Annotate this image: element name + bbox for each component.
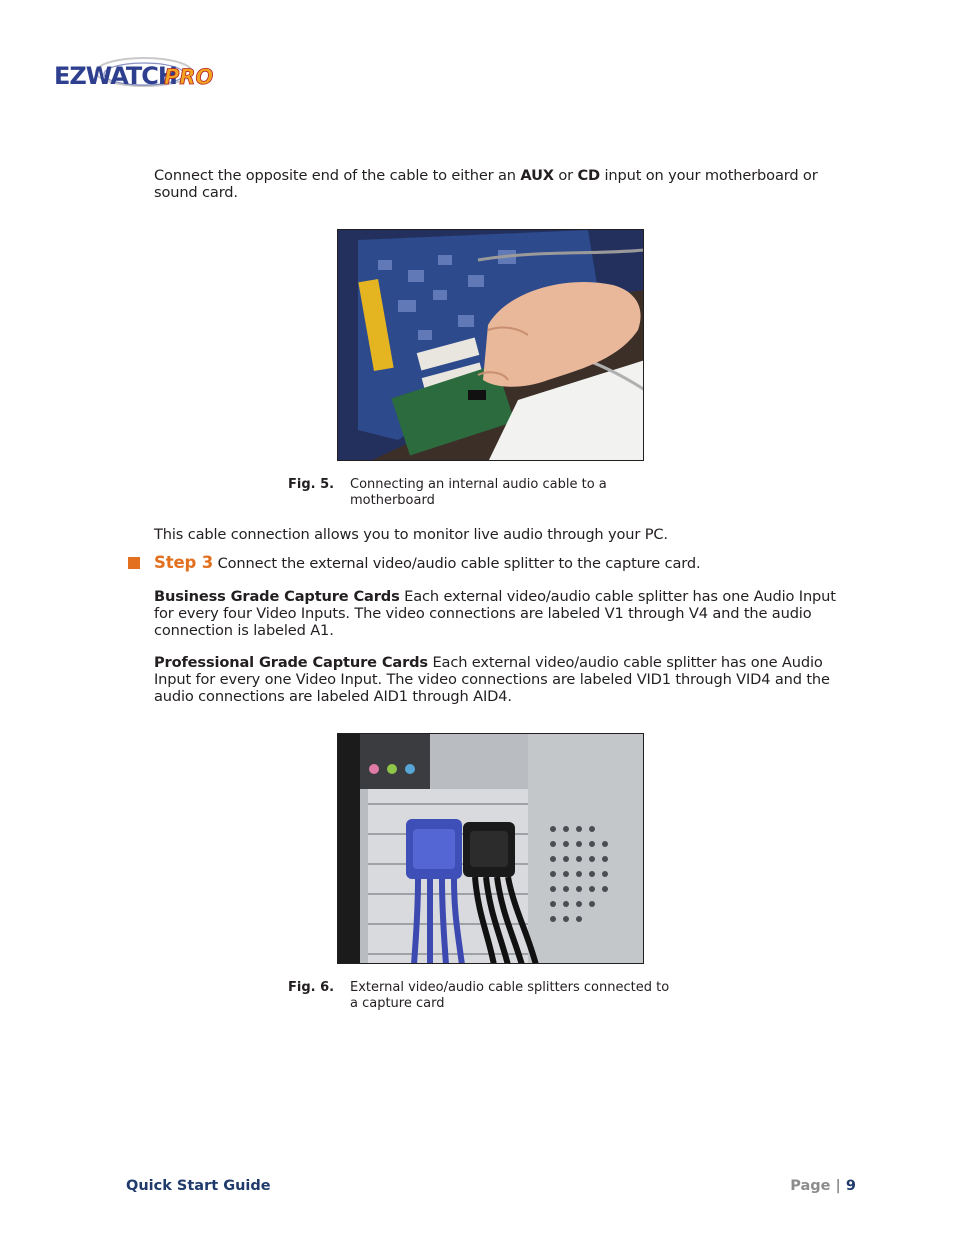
intro-text-3: input on your motherboard or sound card. [154, 167, 818, 201]
professional-grade-title: Professional Grade Capture Cards [154, 654, 428, 671]
step-bullet-square [128, 557, 140, 569]
logo-text-main: EZWATCH [54, 62, 177, 90]
footer-page-word: Page [790, 1178, 831, 1194]
figure-5-caption-text: Connecting an internal audio cable to a motherboard [350, 477, 607, 508]
footer-guide-title: Quick Start Guide [126, 1178, 271, 1194]
footer-separator: | [830, 1178, 846, 1194]
figure-5-photo [337, 229, 644, 461]
intro-paragraph [154, 167, 854, 201]
professional-grade-text: Each external video/audio cable splitter has one Audio Input for every one Video Input. The video connections are labeled VID1 through VID4 and the audio connections are labeled AID1 through AID4. [154, 654, 830, 705]
professional-grade-paragraph [154, 654, 854, 705]
monitor-paragraph: This cable connection allows you to monitor live audio through your PC. [154, 526, 668, 543]
aux-label: AUX [520, 167, 554, 184]
step-3-label: Step 3 [154, 553, 214, 572]
figure-6-photo [337, 733, 644, 964]
figure-6-label: Fig. 6. [288, 980, 335, 995]
figure-6-caption-text: External video/audio cable splitters connected to a capture card [350, 980, 670, 1011]
ezwatch-pro-logo [52, 50, 230, 98]
intro-text-2: or [553, 167, 578, 184]
footer-page-number: 9 [845, 1178, 856, 1194]
business-grade-paragraph [154, 588, 854, 639]
logo-text-pro: PRO [164, 65, 214, 89]
business-grade-title: Business Grade Capture Cards [154, 588, 400, 605]
business-grade-text: Each external video/audio cable splitter has one Audio Input for every four Video Inputs. The video connections are labeled V1 through V4 and the audio connection is labeled A1. [154, 588, 836, 639]
intro-text-1: Connect the opposite end of the cable to either an [154, 167, 521, 184]
footer-page-indicator [790, 1178, 856, 1194]
figure-5-label: Fig. 5. [288, 477, 335, 492]
step-3-text: Connect the external video/audio cable splitter to the capture card. [213, 555, 701, 572]
cd-label: CD [577, 167, 601, 184]
step-3-paragraph [154, 554, 854, 572]
